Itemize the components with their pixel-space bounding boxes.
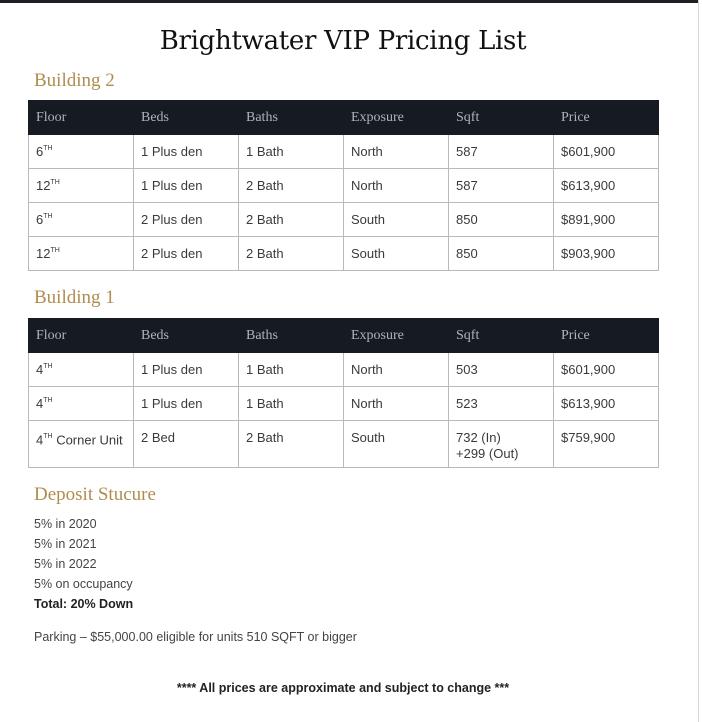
table-header-row: [29, 101, 659, 135]
sqft-cell: 587: [449, 169, 554, 203]
column-header-sqft: Sqft: [449, 319, 554, 353]
beds-cell: 2 Plus den: [134, 203, 239, 237]
beds-cell: 2 Bed: [134, 421, 239, 468]
column-header-exposure: Exposure: [344, 319, 449, 353]
exposure-cell: North: [344, 169, 449, 203]
page-title: Brightwater VIP Pricing List: [159, 26, 527, 56]
building-2-heading: Building 2: [34, 70, 115, 91]
floor-cell: [29, 135, 134, 169]
beds-cell: 1 Plus den: [134, 353, 239, 387]
floor-number: 4: [36, 362, 44, 377]
deposit-heading: Deposit Stucure: [34, 484, 156, 505]
sqft-outside: +299 (Out): [456, 446, 519, 461]
disclaimer: **** All prices are approximate and subject to change ***: [176, 681, 510, 695]
sqft-cell: 523: [449, 387, 554, 421]
floor-number: 12: [36, 178, 51, 193]
floor-ordinal: TH: [43, 212, 53, 220]
floor-cell: [29, 421, 134, 468]
column-header-baths: Baths: [239, 101, 344, 135]
baths-cell: 2 Bath: [239, 237, 344, 271]
baths-cell: 1 Bath: [239, 353, 344, 387]
table-row: [29, 169, 659, 203]
sqft-cell: 850: [449, 237, 554, 271]
price-cell: $601,900: [554, 135, 659, 169]
deposit-line: 5% in 2020: [34, 517, 97, 531]
price-cell: $891,900: [554, 203, 659, 237]
exposure-cell: North: [344, 353, 449, 387]
floor-number: 4: [36, 396, 44, 411]
floor-number: 6: [36, 212, 44, 227]
deposit-line: 5% on occupancy: [34, 577, 133, 591]
exposure-cell: North: [344, 135, 449, 169]
floor-number: 12: [36, 246, 51, 261]
floor-ordinal: TH: [50, 178, 60, 186]
floor-cell: [29, 169, 134, 203]
deposit-line: 5% in 2021: [34, 537, 97, 551]
floor-cell: [29, 353, 134, 387]
baths-cell: 2 Bath: [239, 203, 344, 237]
baths-cell: 2 Bath: [239, 421, 344, 468]
column-header-beds: Beds: [134, 101, 239, 135]
deposit-total: Total: 20% Down: [34, 597, 134, 611]
exposure-cell: South: [344, 421, 449, 468]
column-header-beds: Beds: [134, 319, 239, 353]
floor-cell: [29, 387, 134, 421]
floor-ordinal: TH: [43, 433, 53, 440]
deposit-line: 5% in 2022: [34, 557, 97, 571]
table-row: [29, 237, 659, 271]
table-row: [29, 353, 659, 387]
sqft-cell: 587: [449, 135, 554, 169]
building-1-table: [28, 318, 659, 468]
column-header-floor: Floor: [29, 101, 134, 135]
baths-cell: 1 Bath: [239, 387, 344, 421]
table-row: [29, 203, 659, 237]
sqft-cell: 850: [449, 203, 554, 237]
building-1-heading: Building 1: [34, 287, 115, 308]
price-cell: $903,900: [554, 237, 659, 271]
column-header-price: Price: [554, 319, 659, 353]
column-header-baths: Baths: [239, 319, 344, 353]
floor-suffix: Corner Unit: [52, 432, 123, 448]
exposure-cell: North: [344, 387, 449, 421]
beds-cell: 1 Plus den: [134, 169, 239, 203]
floor-number: 4: [36, 432, 44, 448]
column-header-sqft: Sqft: [449, 101, 554, 135]
floor-number: 6: [36, 144, 44, 159]
table-row: [29, 421, 659, 468]
beds-cell: 1 Plus den: [134, 135, 239, 169]
building-2-table: [28, 100, 659, 271]
parking-note: Parking – $55,000.00 eligible for units 510 SQFT or bigger: [34, 630, 357, 644]
floor-ordinal: TH: [50, 246, 60, 254]
price-cell: $613,900: [554, 169, 659, 203]
price-cell: $601,900: [554, 353, 659, 387]
column-header-floor: Floor: [29, 319, 134, 353]
beds-cell: 2 Plus den: [134, 237, 239, 271]
sqft-cell: [449, 421, 554, 468]
floor-cell: [29, 237, 134, 271]
price-cell: $759,900: [554, 421, 659, 468]
beds-cell: 1 Plus den: [134, 387, 239, 421]
floor-ordinal: TH: [43, 362, 53, 370]
sqft-inside: 732 (In): [456, 430, 501, 445]
table-row: [29, 135, 659, 169]
sqft-cell: 503: [449, 353, 554, 387]
exposure-cell: South: [344, 237, 449, 271]
floor-ordinal: TH: [43, 144, 53, 152]
floor-cell: [29, 203, 134, 237]
table-header-row: [29, 319, 659, 353]
page-edge: [698, 0, 699, 722]
exposure-cell: South: [344, 203, 449, 237]
top-rule: [0, 0, 698, 3]
baths-cell: 1 Bath: [239, 135, 344, 169]
column-header-exposure: Exposure: [344, 101, 449, 135]
floor-ordinal: TH: [43, 396, 53, 404]
column-header-price: Price: [554, 101, 659, 135]
baths-cell: 2 Bath: [239, 169, 344, 203]
table-row: [29, 387, 659, 421]
price-cell: $613,900: [554, 387, 659, 421]
